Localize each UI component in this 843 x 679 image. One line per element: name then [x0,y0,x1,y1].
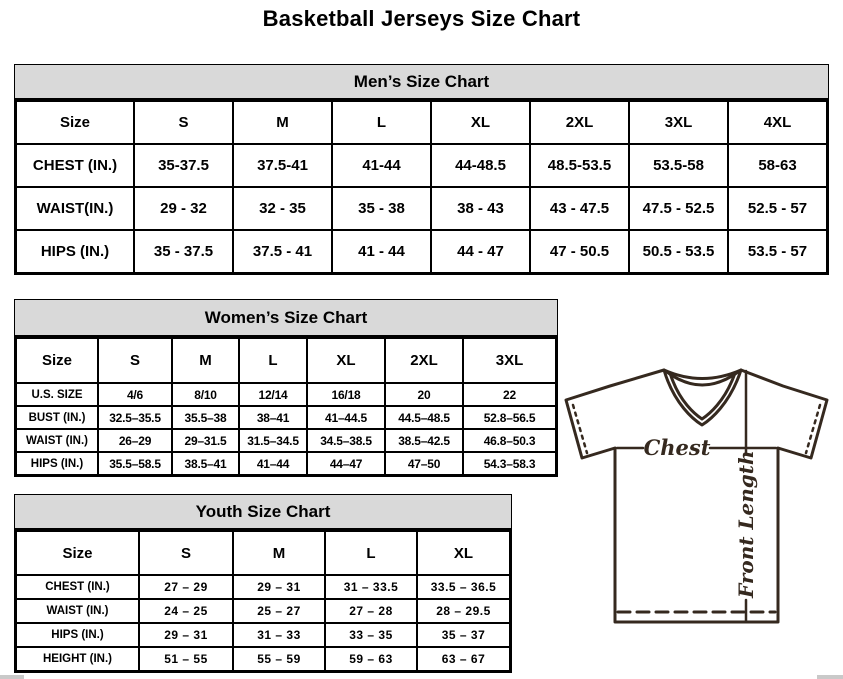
front-length-label: Front Length [734,450,758,598]
row-label: WAIST(IN.) [16,187,134,230]
table-row [16,575,510,599]
column-header: Size [16,101,134,144]
size-value-cell: 20 [385,383,463,406]
womens-chart-title: Women’s Size Chart [15,300,557,337]
size-value-cell: 27 – 29 [139,575,233,599]
size-value-cell: 44.5–48.5 [385,406,463,429]
column-header: L [325,531,417,575]
table-row [16,383,556,406]
column-header: L [239,338,307,383]
size-value-cell: 32 - 35 [233,187,332,230]
row-label: CHEST (IN.) [16,575,139,599]
size-value-cell: 47–50 [385,452,463,475]
size-value-cell: 25 – 27 [233,599,325,623]
table-row [16,230,827,273]
size-value-cell: 51 – 55 [139,647,233,671]
row-label: HIPS (IN.) [16,452,98,475]
header-row [16,338,556,383]
size-value-cell: 37.5 - 41 [233,230,332,273]
table-row [16,187,827,230]
row-label: CHEST (IN.) [16,144,134,187]
size-value-cell: 52.8–56.5 [463,406,556,429]
size-value-cell: 22 [463,383,556,406]
table-row [16,406,556,429]
size-value-cell: 34.5–38.5 [307,429,385,452]
size-value-cell: 38 - 43 [431,187,530,230]
womens-size-chart-section [14,299,558,477]
size-value-cell: 52.5 - 57 [728,187,827,230]
column-header: M [233,531,325,575]
size-value-cell: 38.5–42.5 [385,429,463,452]
size-value-cell: 29 – 31 [233,575,325,599]
table-row [16,144,827,187]
size-value-cell: 53.5 - 57 [728,230,827,273]
row-label: HEIGHT (IN.) [16,647,139,671]
column-header: S [134,101,233,144]
size-value-cell: 48.5-53.5 [530,144,629,187]
size-value-cell: 8/10 [172,383,239,406]
size-value-cell: 50.5 - 53.5 [629,230,728,273]
size-value-cell: 33 – 35 [325,623,417,647]
column-header: Size [16,338,98,383]
column-header: 4XL [728,101,827,144]
size-value-cell: 63 – 67 [417,647,510,671]
size-value-cell: 54.3–58.3 [463,452,556,475]
mens-size-table [15,100,828,274]
size-value-cell: 12/14 [239,383,307,406]
size-value-cell: 41–44.5 [307,406,385,429]
header-row [16,101,827,144]
size-value-cell: 33.5 – 36.5 [417,575,510,599]
column-header: M [233,101,332,144]
column-header: 2XL [385,338,463,383]
column-header: Size [16,531,139,575]
column-header: S [139,531,233,575]
womens-size-table [15,337,557,476]
size-value-cell: 35.5–58.5 [98,452,172,475]
row-label: HIPS (IN.) [16,623,139,647]
size-value-cell: 35-37.5 [134,144,233,187]
row-label: WAIST (IN.) [16,599,139,623]
chest-label: Chest [643,435,711,460]
cropped-element-fragment-right [817,675,843,679]
page-title: Basketball Jerseys Size Chart [262,6,581,31]
column-header: L [332,101,431,144]
table-row [16,623,510,647]
size-value-cell: 55 – 59 [233,647,325,671]
size-value-cell: 37.5-41 [233,144,332,187]
size-value-cell: 47 - 50.5 [530,230,629,273]
size-value-cell: 29 - 32 [134,187,233,230]
column-header: XL [307,338,385,383]
size-value-cell: 16/18 [307,383,385,406]
size-value-cell: 31 – 33.5 [325,575,417,599]
table-row [16,429,556,452]
jersey-measurement-diagram [558,360,840,660]
size-value-cell: 59 – 63 [325,647,417,671]
row-label: WAIST (IN.) [16,429,98,452]
size-value-cell: 31.5–34.5 [239,429,307,452]
size-value-cell: 31 – 33 [233,623,325,647]
mens-size-chart-section [14,64,829,275]
size-value-cell: 28 – 29.5 [417,599,510,623]
column-header: 3XL [629,101,728,144]
size-value-cell: 44–47 [307,452,385,475]
size-value-cell: 35.5–38 [172,406,239,429]
column-header: M [172,338,239,383]
size-value-cell: 46.8–50.3 [463,429,556,452]
youth-chart-title: Youth Size Chart [15,495,511,530]
youth-size-chart-section [14,494,512,673]
column-header: 3XL [463,338,556,383]
table-row [16,647,510,671]
size-value-cell: 35 – 37 [417,623,510,647]
size-value-cell: 47.5 - 52.5 [629,187,728,230]
size-value-cell: 35 - 37.5 [134,230,233,273]
mens-chart-title: Men’s Size Chart [15,65,828,100]
size-value-cell: 38.5–41 [172,452,239,475]
row-label: U.S. SIZE [16,383,98,406]
table-row [16,452,556,475]
column-header: XL [431,101,530,144]
size-value-cell: 35 - 38 [332,187,431,230]
column-header: S [98,338,172,383]
size-value-cell: 41–44 [239,452,307,475]
column-header: XL [417,531,510,575]
table-row [16,599,510,623]
size-value-cell: 41-44 [332,144,431,187]
size-value-cell: 4/6 [98,383,172,406]
size-value-cell: 41 - 44 [332,230,431,273]
size-value-cell: 26–29 [98,429,172,452]
size-value-cell: 29–31.5 [172,429,239,452]
size-value-cell: 53.5-58 [629,144,728,187]
cropped-element-fragment-left [0,675,24,679]
size-value-cell: 32.5–35.5 [98,406,172,429]
jersey-outline [566,370,827,622]
column-header: 2XL [530,101,629,144]
size-value-cell: 44-48.5 [431,144,530,187]
header-row [16,531,510,575]
size-value-cell: 24 – 25 [139,599,233,623]
size-value-cell: 43 - 47.5 [530,187,629,230]
size-value-cell: 38–41 [239,406,307,429]
size-value-cell: 27 – 28 [325,599,417,623]
row-label: BUST (IN.) [16,406,98,429]
size-value-cell: 58-63 [728,144,827,187]
youth-size-table [15,530,511,672]
row-label: HIPS (IN.) [16,230,134,273]
size-value-cell: 29 – 31 [139,623,233,647]
size-value-cell: 44 - 47 [431,230,530,273]
